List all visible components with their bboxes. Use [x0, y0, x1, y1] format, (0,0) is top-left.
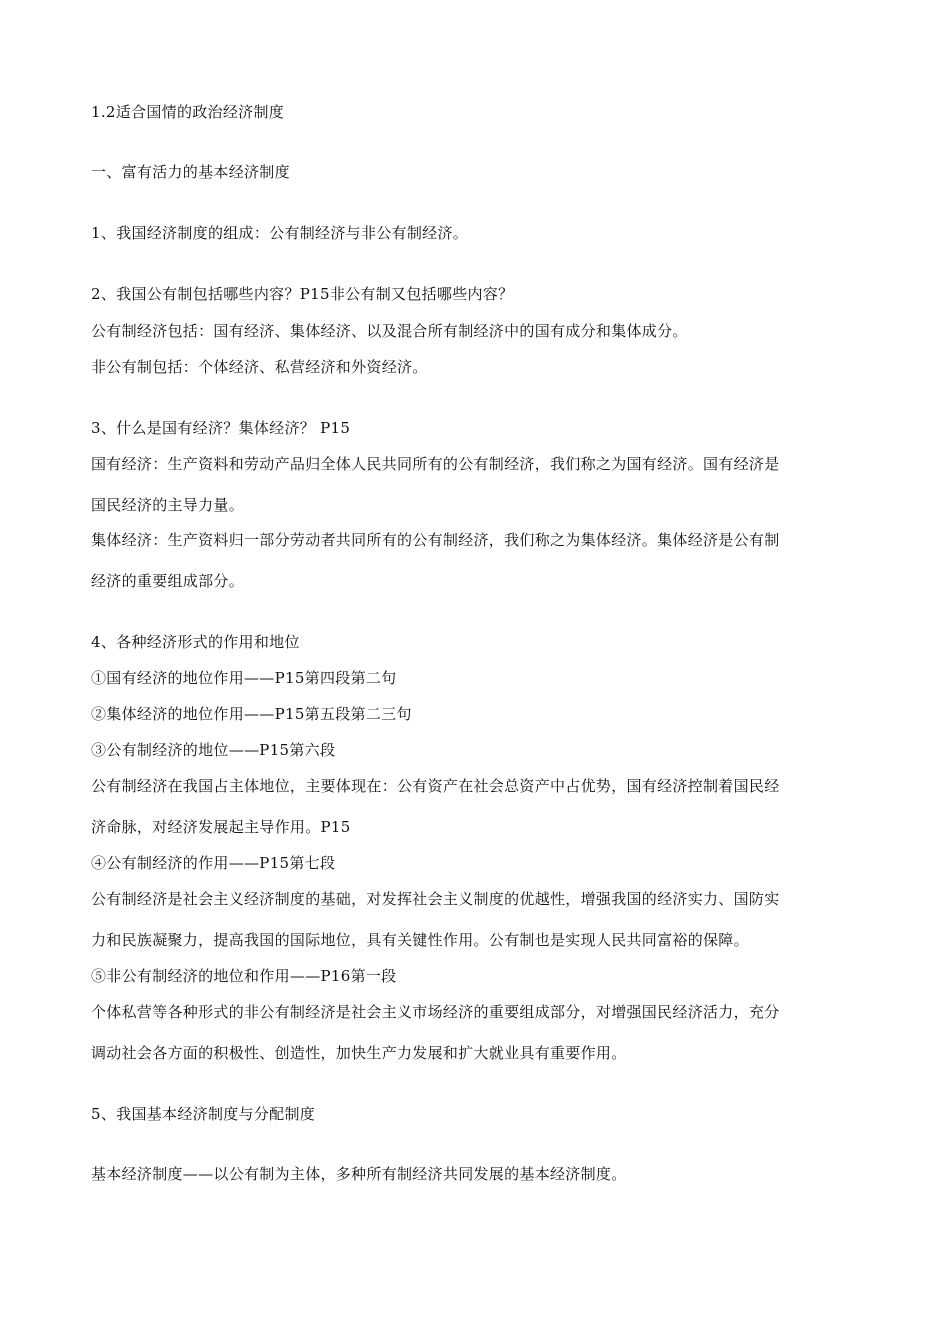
answer-paragraph: 公有制经济包括：国有经济、集体经济、以及混合所有制经济中的国有成分和集体成分。 [91, 322, 688, 340]
answer-paragraph: 非公有制包括：个体经济、私营经济和外资经济。 [91, 358, 428, 376]
list-item: ⑤非公有制经济的地位和作用——P16第一段 [91, 967, 397, 985]
doc-title: 1.2适合国情的政治经济制度 [91, 103, 285, 121]
answer-line: 经济的重要组成部分。 [91, 572, 245, 590]
answer-line: 公有制经济是社会主义经济制度的基础，对发挥社会主义制度的优越性，增强我国的经济实力、国防实 [91, 890, 780, 908]
answer-line: 调动社会各方面的积极性、创造性，加快生产力发展和扩大就业具有重要作用。 [91, 1044, 627, 1062]
answer-line: 公有制经济在我国占主体地位，主要体现在：公有资产在社会总资产中占优势，国有经济控制着国民经 [91, 777, 780, 795]
answer-line: 力和民族凝聚力，提高我国的国际地位，具有关键性作用。公有制也是实现人民共同富裕的保障。 [91, 931, 749, 949]
question-5: 5、我国基本经济制度与分配制度 [91, 1105, 316, 1123]
answer-paragraph: 基本经济制度——以公有制为主体，多种所有制经济共同发展的基本经济制度。 [91, 1165, 627, 1183]
list-item: ①国有经济的地位作用——P15第四段第二句 [91, 669, 397, 687]
question-1: 1、我国经济制度的组成：公有制经济与非公有制经济。 [91, 224, 469, 242]
answer-line: 个体私营等各种形式的非公有制经济是社会主义市场经济的重要组成部分，对增强国民经济活力，充分 [91, 1003, 780, 1021]
answer-line: 国民经济的主导力量。 [91, 496, 245, 514]
section-heading: 一、富有活力的基本经济制度 [91, 163, 290, 181]
answer-line: 集体经济：生产资料归一部分劳动者共同所有的公有制经济，我们称之为集体经济。集体经济是公有制 [91, 531, 780, 549]
answer-line: 国有经济：生产资料和劳动产品归全体人民共同所有的公有制经济，我们称之为国有经济。国有经济是 [91, 455, 780, 473]
question-4: 4、各种经济形式的作用和地位 [91, 633, 300, 651]
question-3: 3、什么是国有经济？集体经济？ P15 [91, 419, 351, 437]
list-item: ②集体经济的地位作用——P15第五段第二三句 [91, 705, 412, 723]
list-item: ④公有制经济的作用——P15第七段 [91, 854, 336, 872]
list-item: ③公有制经济的地位——P15第六段 [91, 741, 336, 759]
answer-line: 济命脉，对经济发展起主导作用。P15 [91, 818, 351, 836]
question-2: 2、我国公有制包括哪些内容？P15非公有制又包括哪些内容？ [91, 285, 514, 303]
